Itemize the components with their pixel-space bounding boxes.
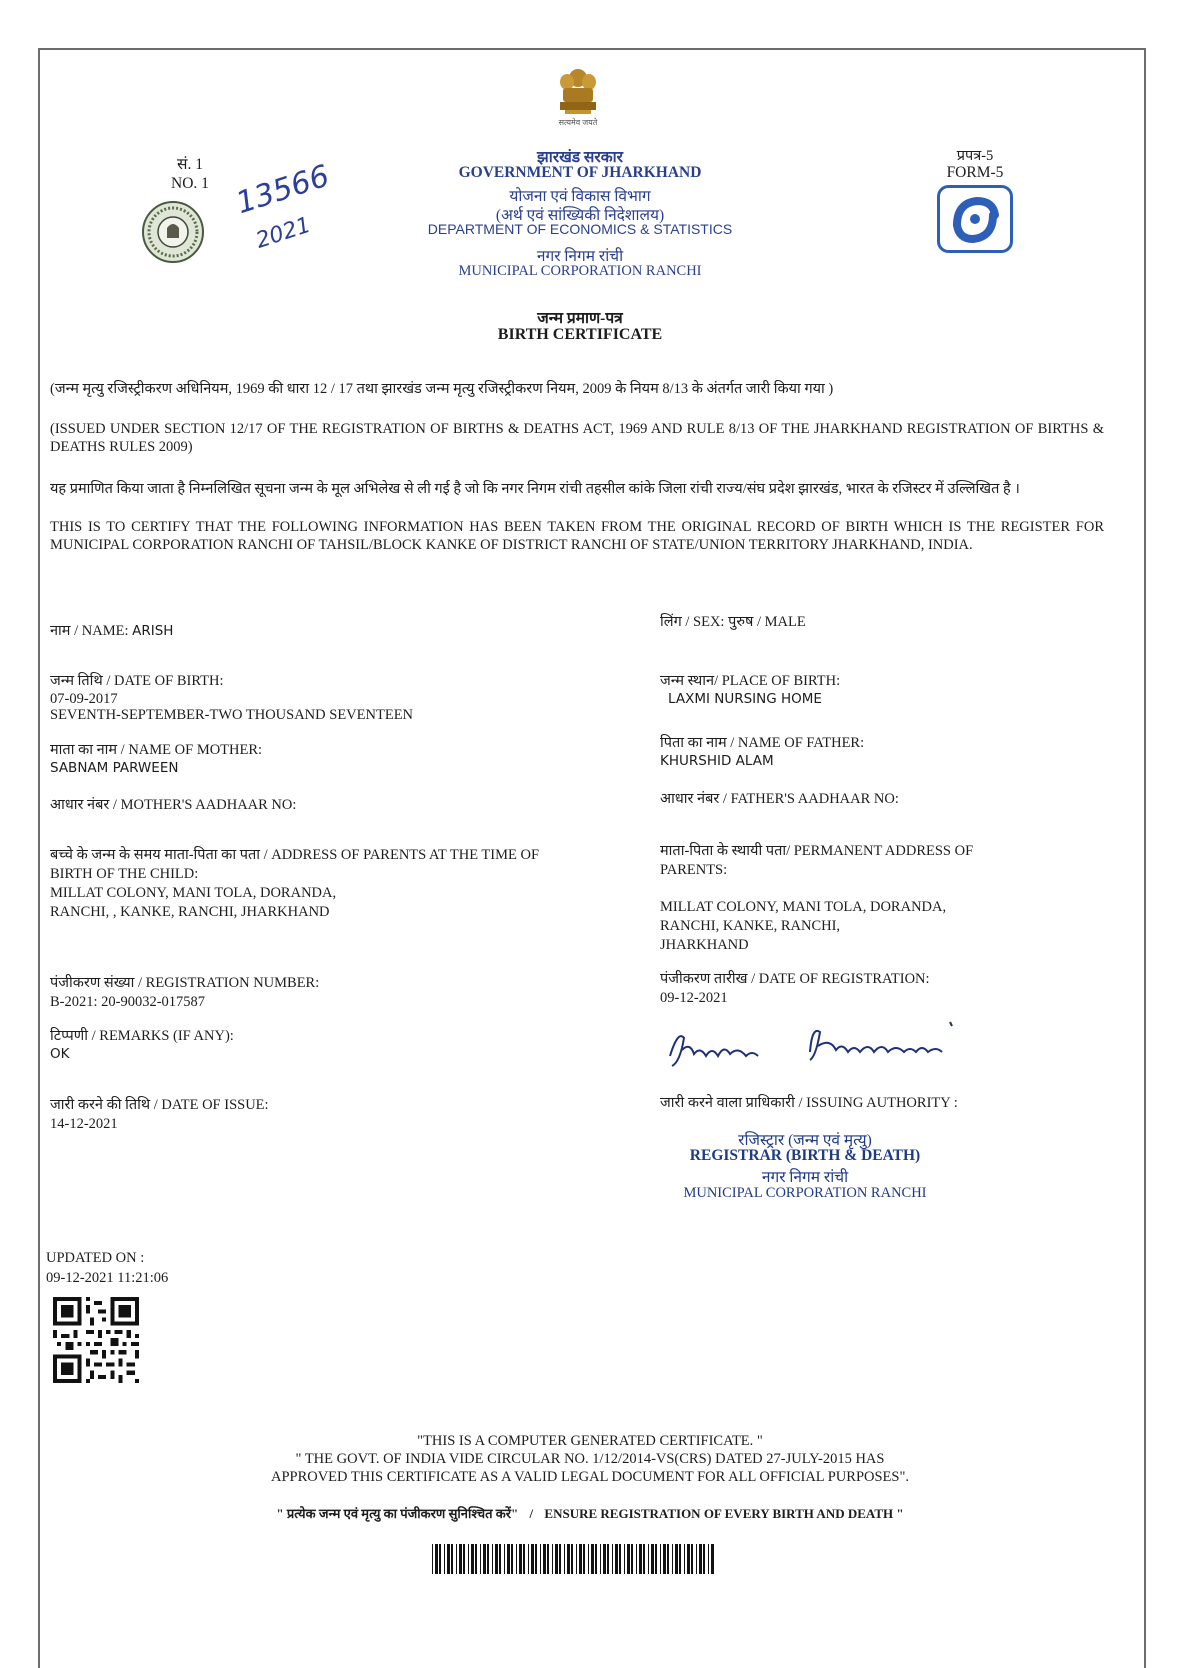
qr-code-icon <box>53 1297 139 1383</box>
father-aadhaar-label: आधार नंबर / FATHER'S AADHAAR NO: <box>660 791 899 807</box>
registration-number-label: पंजीकरण संख्या / REGISTRATION NUMBER: <box>50 975 320 991</box>
footer-line-2: " THE GOVT. OF INDIA VIDE CIRCULAR NO. 1/12/2014-VS(CRS) DATED 27-JULY-2015 HAS <box>295 1451 885 1467</box>
remarks-label: टिप्पणी / REMARKS (IF ANY): <box>50 1028 234 1044</box>
father-value: KHURSHID ALAM <box>660 753 774 769</box>
dob-label: जन्म तिथि / DATE OF BIRTH: <box>50 673 224 689</box>
government-english: GOVERNMENT OF JHARKHAND <box>458 164 702 181</box>
form-english: FORM-5 <box>946 164 1004 181</box>
registration-date-value: 09-12-2021 <box>660 990 728 1006</box>
address-permanent-label: माता-पिता के स्थायी पता/ PERMANENT ADDRESS OF <box>660 843 974 859</box>
number-english: NO. 1 <box>171 175 209 192</box>
pob-value: LAXMI NURSING HOME <box>668 691 822 707</box>
registration-number-value: B-2021: 20-90032-017587 <box>50 994 206 1010</box>
address-birth-label: बच्चे के जन्म के समय माता-पिता का पता / ADDRESS OF PARENTS AT THE TIME OF <box>50 847 540 863</box>
emblem-motto: सत्यमेव जयते <box>558 118 598 127</box>
sex-field <box>660 613 806 631</box>
updated-on-label: UPDATED ON : <box>46 1250 145 1266</box>
address-permanent-line-1: MILLAT COLONY, MANI TOLA, DORANDA, <box>660 899 947 915</box>
directorate-hindi: (अर्थ एवं सांख्यिकी निदेशालय) <box>495 207 665 224</box>
issue-date-value: 14-12-2021 <box>50 1116 118 1132</box>
footer-line-3: APPROVED THIS CERTIFICATE AS A VALID LEGAL DOCUMENT FOR ALL OFFICIAL PURPOSES". <box>270 1469 910 1485</box>
updated-on-value: 09-12-2021 11:21:06 <box>46 1270 169 1286</box>
dob-words: SEVENTH-SEPTEMBER-TWO THOUSAND SEVENTEEN <box>50 707 414 723</box>
address-permanent-line-3: JHARKHAND <box>660 937 749 953</box>
stamp-line-2: REGISTRAR (BIRTH & DEATH) <box>689 1147 921 1164</box>
barcode-icon <box>430 1544 716 1574</box>
footer-line-1: "THIS IS A COMPUTER GENERATED CERTIFICATE. " <box>417 1433 763 1449</box>
address-permanent-line-2: RANCHI, KANKE, RANCHI, <box>660 918 841 934</box>
address-birth-line-2: RANCHI, , KANKE, RANCHI, JHARKHAND <box>50 904 330 920</box>
mother-aadhaar-label: आधार नंबर / MOTHER'S AADHAAR NO: <box>50 797 297 813</box>
handwritten-year: 2021 <box>253 212 314 254</box>
certify-english: THIS IS TO CERTIFY THAT THE FOLLOWING INFORMATION HAS BEEN TAKEN FROM THE ORIGINAL RECORD OF BIRTH WHICH IS THE REGISTER FOR MUNICIPAL CORPORATION RANCHI OF TAHSIL/BLOCK KANKE OF DISTRICT RANCHI OF STATE/UNION TERRITORY JHARKHAND, INDIA. <box>50 519 1104 553</box>
department-hindi: योजना एवं विकास विभाग <box>509 188 651 205</box>
corporation-english: MUNICIPAL CORPORATION RANCHI <box>458 263 702 279</box>
address-birth-line-1: MILLAT COLONY, MANI TOLA, DORANDA, <box>50 885 337 901</box>
handwritten-number: 13566 <box>232 158 334 222</box>
department-english: DEPARTMENT OF ECONOMICS & STATISTICS <box>427 221 733 237</box>
number-hindi: सं. 1 <box>177 156 203 173</box>
title-hindi: जन्म प्रमाण-पत्र <box>537 310 623 327</box>
issuing-authority-label: जारी करने वाला प्राधिकारी / ISSUING AUTHORITY : <box>660 1095 958 1111</box>
mother-label: माता का नाम / NAME OF MOTHER: <box>50 742 263 758</box>
remarks-value: OK <box>50 1046 70 1062</box>
name-value: ARISH <box>132 623 174 639</box>
corporation-hindi: नगर निगम रांची <box>536 248 624 265</box>
registration-date-label: पंजीकरण तारीख / DATE OF REGISTRATION: <box>660 971 930 987</box>
slogan-separator: / <box>529 1506 534 1521</box>
father-label: पिता का नाम / NAME OF FATHER: <box>660 735 865 751</box>
form-hindi: प्रपत्र-5 <box>956 148 994 164</box>
issued-under-hindi: (जन्म मृत्यु रजिस्ट्रीकरण अधिनियम, 1969 की धारा 12 / 17 तथा झारखंड जन्म मृत्यु रजिस्ट्रीकरण नियम, 2009 के नियम 8/13 के अंतर्गत जारी किया गया ) <box>50 381 834 397</box>
issue-date-label: जारी करने की तिथि / DATE OF ISSUE: <box>50 1097 269 1113</box>
footer-slogan <box>150 1504 1030 1522</box>
corporation-seal-icon <box>141 200 205 264</box>
title-english: BIRTH CERTIFICATE <box>497 326 663 343</box>
registrar-signature-icon <box>660 1016 970 1080</box>
address-birth-label-cont: BIRTH OF THE CHILD: <box>50 866 199 882</box>
mother-value: SABNAM PARWEEN <box>50 760 179 776</box>
sex-label: लिंग / SEX: <box>660 614 729 630</box>
name-label: नाम / NAME: <box>50 623 133 639</box>
issued-under-english: (ISSUED UNDER SECTION 12/17 OF THE REGISTRATION OF BIRTHS & DEATHS ACT, 1969 AND RULE 8/13 OF THE JHARKHAND REGISTRATION OF BIRTHS & DEATHS RULES 2009) <box>50 421 1104 455</box>
pob-label: जन्म स्थान/ PLACE OF BIRTH: <box>660 673 841 689</box>
government-hindi: झारखंड सरकार <box>537 149 623 166</box>
address-permanent-label-cont: PARENTS: <box>660 862 728 878</box>
state-emblem-icon <box>555 66 601 122</box>
stamp-line-4: MUNICIPAL CORPORATION RANCHI <box>683 1185 927 1201</box>
sex-value: पुरुष / MALE <box>728 614 806 630</box>
name-field <box>50 622 173 640</box>
slogan-english: ENSURE REGISTRATION OF EVERY BIRTH AND DEATH " <box>544 1506 904 1521</box>
dob-value: 07-09-2017 <box>50 691 118 707</box>
slogan-hindi: " प्रत्येक जन्म एवं मृत्यु का पंजीकरण सुनिश्चित करें" <box>276 1506 519 1521</box>
crs-logo-icon <box>937 185 1013 253</box>
stamp-line-1: रजिस्ट्रार (जन्म एवं मृत्यु) <box>738 1132 872 1149</box>
stamp-line-3: नगर निगम रांची <box>761 1169 849 1186</box>
certify-hindi: यह प्रमाणित किया जाता है निम्नलिखित सूचना जन्म के मूल अभिलेख से ली गई है जो कि नगर निगम रांची तहसील कांके जिला रांची राज्य/संघ प्रदेश झारखंड, भारत के रजिस्टर में उल्लिखित है । <box>50 481 1020 497</box>
